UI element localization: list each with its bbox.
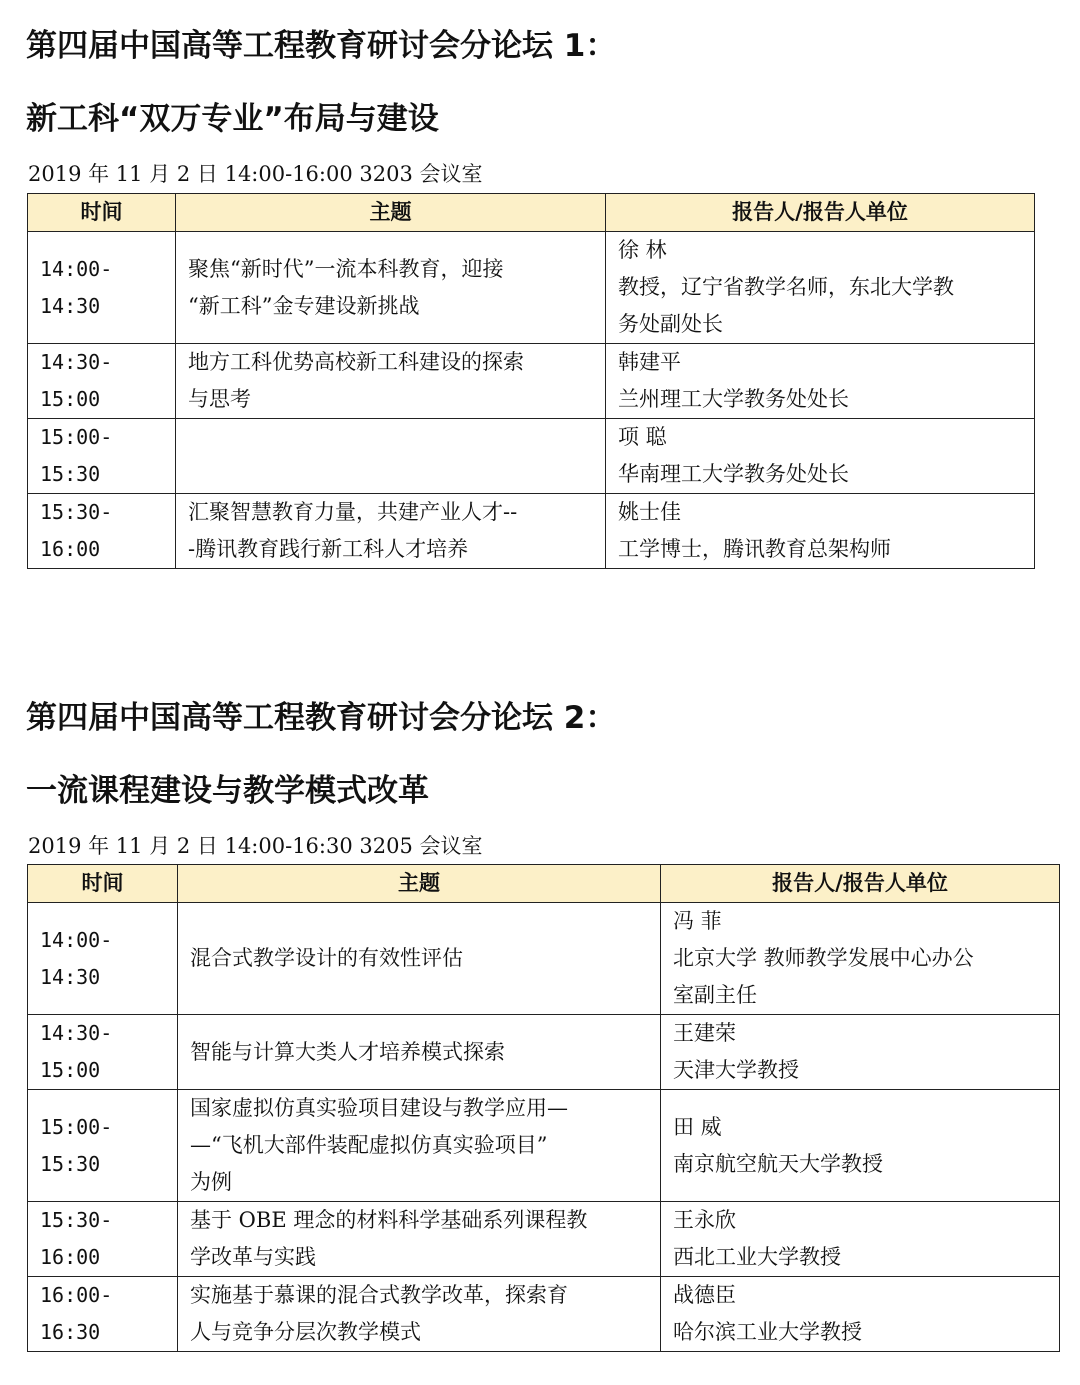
topic-cell-line: 基于 OBE 理念的材料科学基础系列课程教 (190, 1208, 588, 1232)
header-speaker: 报告人/报告人单位 (606, 194, 1035, 232)
header-time: 时间 (28, 194, 176, 232)
time-cell-line: 16:00 (40, 1245, 101, 1269)
table-row (28, 419, 1035, 494)
time-cell-line: 15:30- (40, 1208, 113, 1232)
topic-cell (176, 232, 606, 344)
speaker-cell-line: 王永欣 (673, 1208, 736, 1232)
topic-cell (178, 1202, 661, 1277)
header-topic: 主题 (178, 865, 661, 903)
table-row (28, 232, 1035, 344)
speaker-cell-line: 华南理工大学教务处处长 (618, 462, 849, 486)
forum2-title: 第四届中国高等工程教育研讨会分论坛 2： (26, 700, 617, 736)
speaker-cell (606, 344, 1035, 419)
speaker-cell-line: 冯 菲 (673, 909, 722, 933)
time-cell (28, 494, 176, 569)
time-cell-line: 15:30 (40, 462, 101, 486)
table-row (28, 344, 1035, 419)
speaker-cell-line: 务处副处长 (618, 312, 723, 336)
time-cell (28, 1090, 178, 1202)
speaker-cell (661, 1202, 1060, 1277)
speaker-cell-line: 北京大学 教师教学发展中心办公 (673, 946, 974, 970)
time-cell-line: 15:30 (40, 1151, 101, 1176)
topic-cell-line: 为例 (190, 1170, 232, 1194)
speaker-cell (661, 1015, 1060, 1090)
topic-cell-line: 人与竞争分层次教学模式 (190, 1320, 421, 1344)
time-cell-line: 14:00- (40, 256, 113, 281)
time-cell-line: 15:00 (40, 1058, 101, 1082)
time-cell (28, 1015, 178, 1090)
speaker-cell-line: 室副主任 (673, 983, 757, 1007)
speaker-cell-line: 徐 林 (618, 238, 667, 262)
time-cell-line: 14:30 (40, 964, 101, 989)
topic-cell (178, 1090, 661, 1202)
topic-cell-line: —“飞机大部件装配虚拟仿真实验项目” (190, 1133, 548, 1157)
topic-cell-line: 地方工科优势高校新工科建设的探索 (188, 350, 524, 374)
time-cell-line: 15:00 (40, 387, 101, 411)
forum1-title: 第四届中国高等工程教育研讨会分论坛 1： (26, 28, 617, 64)
forum2-schedule-table (27, 864, 1060, 1352)
time-cell (28, 344, 176, 419)
speaker-cell (661, 1277, 1060, 1352)
topic-cell-line: 智能与计算大类人才培养模式探索 (190, 1039, 505, 1064)
header-time: 时间 (28, 865, 178, 903)
time-cell-line: 16:30 (40, 1320, 101, 1344)
time-cell (28, 419, 176, 494)
speaker-cell (661, 1090, 1060, 1202)
forum2-meta: 2019 年 11 月 2 日 14:00-16:30 3205 会议室 (28, 834, 483, 858)
topic-cell (176, 419, 606, 494)
time-cell (28, 903, 178, 1015)
topic-cell-line: 混合式教学设计的有效性评估 (190, 946, 463, 970)
table-row (28, 1015, 1060, 1090)
table-row (28, 494, 1035, 569)
speaker-cell (606, 232, 1035, 344)
table-row (28, 1090, 1060, 1202)
forum2-subtitle: 一流课程建设与教学模式改革 (26, 773, 429, 809)
speaker-cell-line: 战德臣 (673, 1283, 736, 1307)
topic-cell-line: 国家虚拟仿真实验项目建设与教学应用— (190, 1096, 568, 1120)
time-cell (28, 232, 176, 344)
speaker-cell-line: 兰州理工大学教务处处长 (618, 387, 849, 411)
speaker-cell (606, 494, 1035, 569)
forum1-subtitle: 新工科“双万专业”布局与建设 (26, 101, 439, 137)
speaker-cell-line: 西北工业大学教授 (673, 1245, 841, 1269)
topic-cell-line: 聚焦“新时代”一流本科教育，迎接 (188, 256, 504, 281)
time-cell-line: 16:00 (40, 537, 101, 561)
speaker-cell-line: 韩建平 (618, 350, 681, 374)
speaker-cell-line: 项 聪 (618, 425, 667, 449)
time-cell-line: 14:30 (40, 293, 101, 318)
topic-cell-line: 实施基于慕课的混合式教学改革，探索育 (190, 1283, 568, 1307)
time-cell (28, 1202, 178, 1277)
topic-cell-line: -腾讯教育践行新工科人才培养 (188, 537, 469, 561)
speaker-cell (661, 903, 1060, 1015)
time-cell-line: 14:30- (40, 1021, 113, 1045)
table-row (28, 903, 1060, 1015)
topic-cell-line: 学改革与实践 (190, 1245, 316, 1269)
header-topic: 主题 (176, 194, 606, 232)
table-header-row (28, 865, 1060, 903)
topic-cell-line: “新工科”金专建设新挑战 (188, 293, 420, 318)
speaker-cell-line: 工学博士，腾讯教育总架构师 (618, 537, 891, 561)
table-header-row (28, 194, 1035, 232)
table-row (28, 1277, 1060, 1352)
topic-cell-line: 与思考 (188, 387, 251, 411)
speaker-cell-line: 王建荣 (673, 1021, 736, 1045)
speaker-cell-line: 教授，辽宁省教学名师，东北大学教 (618, 275, 954, 299)
topic-cell (178, 1277, 661, 1352)
forum1-schedule-table (27, 193, 1035, 569)
topic-cell (178, 903, 661, 1015)
speaker-cell-line: 南京航空航天大学教授 (673, 1151, 883, 1176)
time-cell-line: 15:30- (40, 500, 113, 524)
topic-cell (176, 494, 606, 569)
time-cell-line: 16:00- (40, 1283, 113, 1307)
time-cell-line: 14:30- (40, 350, 113, 374)
speaker-cell-line: 哈尔滨工业大学教授 (673, 1320, 862, 1344)
header-speaker: 报告人/报告人单位 (661, 865, 1060, 903)
time-cell-line: 15:00- (40, 1114, 113, 1139)
speaker-cell (606, 419, 1035, 494)
table-row (28, 1202, 1060, 1277)
topic-cell (176, 344, 606, 419)
speaker-cell-line: 天津大学教授 (673, 1058, 799, 1082)
speaker-cell-line: 姚士佳 (618, 500, 681, 524)
topic-cell (178, 1015, 661, 1090)
topic-cell-line: 汇聚智慧教育力量，共建产业人才-- (188, 500, 518, 524)
time-cell-line: 14:00- (40, 927, 113, 952)
speaker-cell-line: 田 威 (673, 1114, 722, 1139)
forum1-meta: 2019 年 11 月 2 日 14:00-16:00 3203 会议室 (28, 162, 483, 186)
time-cell (28, 1277, 178, 1352)
time-cell-line: 15:00- (40, 425, 113, 449)
